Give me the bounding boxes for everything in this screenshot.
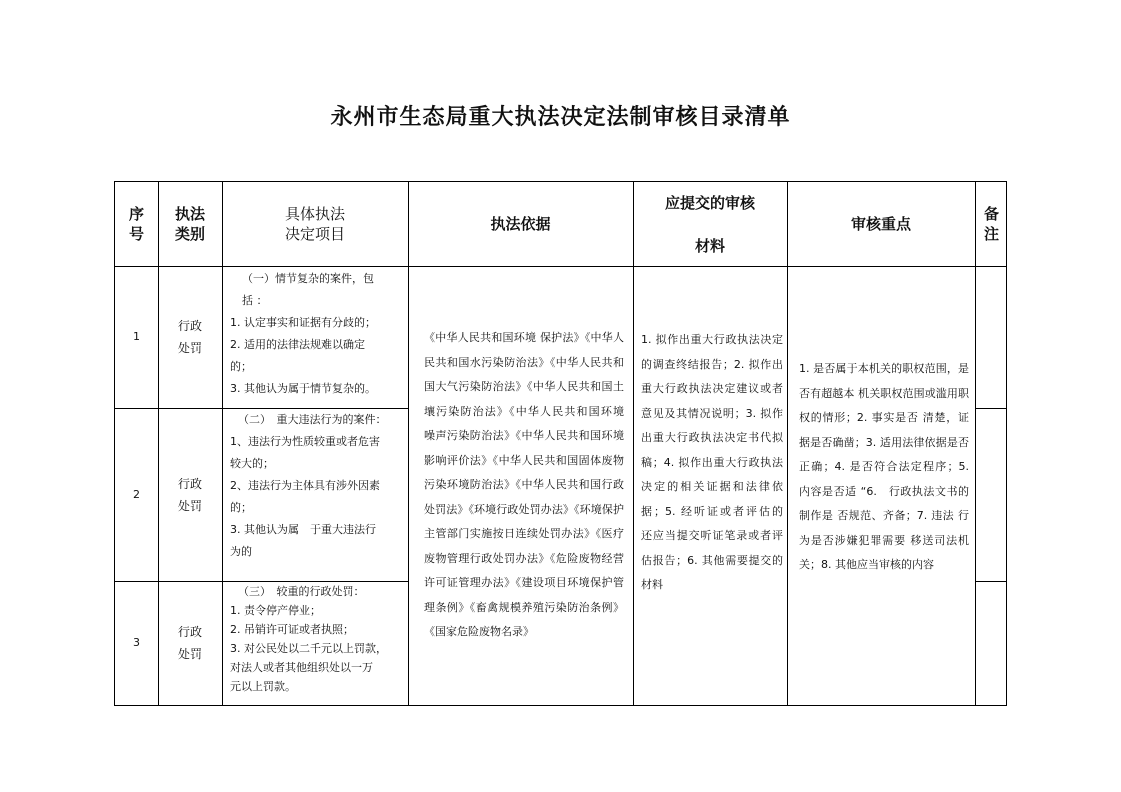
header-materials-line1: 应提交的审核 — [664, 194, 755, 212]
item-line: 的； — [230, 360, 252, 373]
item-line: 1. 认定事实和证据有分歧的； — [230, 316, 376, 329]
row1-seq: 1 — [133, 330, 140, 343]
row1-category: 行政 处罚 — [177, 319, 202, 355]
header-materials — [633, 182, 787, 266]
focus-text: 1. 是否属于本机关的职权范围，是否有超越本 机关职权范围或滥用职权的情形；2. 事实是否 清楚，证据是否确凿；3. 适用法律依据是否正确；4. 是否符合法定程序；5. 内容是否适 “6. 行政执法文书的制作是 否规范、齐备；7. 违法 行为是否涉嫌犯罪需要 移送司法机关；8. 其他应当审核的内容 — [799, 362, 969, 571]
header-seq: 序 号 — [128, 205, 144, 243]
page-title: 永州市生态局重大执法决定法制审核目录清单 — [330, 105, 791, 130]
header-category: 执法 类别 — [174, 205, 205, 243]
row2-category: 行政 处罚 — [177, 476, 202, 513]
item-line: 1. 责令停产停业； — [230, 604, 321, 617]
row2-item — [230, 408, 405, 581]
item-line: （二） 重大违法行为的案件： — [238, 413, 387, 426]
row3-seq: 3 — [133, 636, 140, 649]
row3-item — [230, 581, 405, 705]
item-line: 括 ： — [242, 294, 268, 307]
item-line: 2. 适用的法律法规难以确定 — [230, 338, 365, 351]
row-divider — [975, 408, 1006, 409]
item-line: 3. 其他认为属于情节复杂的。 — [230, 382, 376, 395]
row-divider — [975, 581, 1006, 582]
item-line: 1、违法行为性质较重或者危害 — [230, 435, 380, 448]
item-line: 2、违法行为主体具有涉外因素 — [230, 479, 380, 492]
row1-item — [230, 266, 405, 408]
header-basis: 执法依据 — [490, 215, 551, 233]
materials-text: 1. 拟作出重大行政执法决定的调查终结报告；2. 拟作出重大行政执法决定建议或者意见及其情况说明；3. 拟作出重大行政执法决定书代拟稿；4. 拟作出重大行政执法决定的相关证据和法律依据；5. 经听证或者评估的 还应当提交听证笔录或者评估报告；6. 其他需要提交的材料 — [641, 333, 794, 591]
item-line: （一）情节复杂的案件，包 — [242, 272, 374, 285]
item-line: 元以上罚款。 — [230, 680, 296, 693]
row2-seq: 2 — [133, 487, 140, 501]
item-line: 3. 其他认为属 于重大违法行 — [230, 523, 376, 536]
header-focus: 审核重点 — [850, 215, 911, 233]
header-remark: 备 注 — [983, 205, 999, 243]
item-line: 3. 对公民处以二千元以上罚款， — [230, 642, 387, 655]
basis-text: 《中华人民共和国环境 保护法》《中华人民共和国水污染防治法》《中华人民共和国大气污染防治法》《中华人民共和国土壤污染防治法》《中华人民共和国环境 噪声污染防治法》《中华人民共和国环境影响评价法》《中华人民共和国固体废物污染环境防治法》《中华人民共和国行政处罚法》《环境行政处罚办法》《环境保护主管部门实施按日连续处罚办法》《医疗废物管理行政处罚办法》《危险废物经营许可证管理办法》《建设项目环境保护管理条例》《畜禽规模养殖污染防治条例》《国家危险废物名录》 — [424, 331, 635, 638]
item-line: 为的 — [230, 545, 252, 558]
header-item: 具体执法 决定项目 — [284, 205, 345, 243]
item-line: 2. 吊销许可证或者执照； — [230, 623, 354, 636]
item-line: 对法人或者其他组织处以一万 — [230, 661, 373, 674]
item-line: （三） 较重的行政处罚： — [238, 585, 365, 598]
item-line: 较大的； — [230, 457, 274, 470]
item-line: 的； — [230, 501, 252, 514]
header-materials-line2: 材料 — [694, 237, 725, 255]
review-catalog-table — [114, 181, 1007, 706]
row3-category: 行政 处罚 — [177, 625, 202, 661]
